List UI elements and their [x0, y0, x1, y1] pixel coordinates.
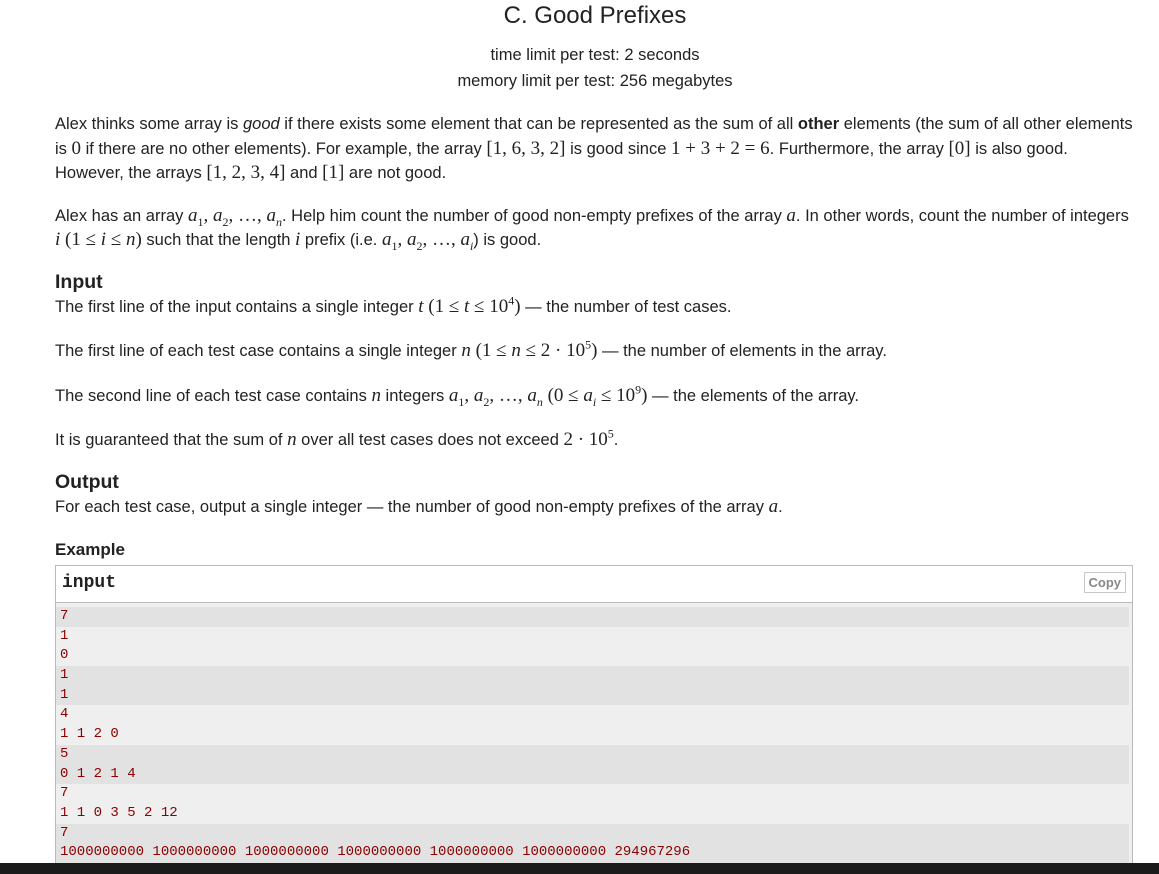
input-specification	[55, 269, 1135, 453]
example-input-header	[56, 566, 1132, 603]
input-paragraph-1: The first line of the input contains a single integer t $(1 \le t \le 10^4)$ — the number of test cases.	[55, 293, 732, 317]
example-title: Example	[55, 540, 125, 559]
input-paragraph-4: It is guaranteed that the sum of n over all test cases does not exceed $2 \cdot 10^5$.	[55, 426, 619, 450]
output-specification	[55, 469, 1135, 520]
example-line: 7	[56, 824, 1129, 844]
example-line: 0 1 2 1 4	[56, 765, 1129, 785]
legend-paragraph-2: Alex has an array $a_1$, $a_2$, …, $a_n$. Help him count the number of good non-empty prefixes of the array a. In other words, count the number of integers i (1 ≤ i ≤ n) such that the length i prefix (i.e. $a_1$, $a_2$, …, $a_i$) is good.	[55, 204, 1129, 253]
taskbar-strip	[0, 863, 1159, 874]
input-paragraph-3: The second line of each test case contains n integers $a_1$, $a_2$, …, $a_n$ $(0 \le a_i \le 10^9)$ — the elements of the array.	[55, 382, 859, 409]
legend-paragraph-1: Alex thinks some array is good if there exists some element that can be represented as the sum of all other elements (the sum of all other elements is 0 if there are no other elements). For example, the array [1, 6, 3, 2] is good since 1 + 3 + 2 = 6. Furthermore, the array [0] is also good. However, the arrays [1, 2, 3, 4] and [1] are not good.	[55, 115, 1133, 183]
input-title: Input	[55, 270, 103, 293]
output-title: Output	[55, 470, 119, 493]
example-line: 1000000000 1000000000 1000000000 1000000000 1000000000 1000000000 294967296	[56, 843, 1129, 863]
copy-button[interactable]: Copy	[1084, 572, 1127, 593]
example-line: 1	[56, 686, 1129, 706]
input-paragraph-2: The first line of each test case contains a single integer n $(1 \le n \le 2 \cdot 10^5)$ — the number of elements in the array.	[55, 337, 887, 361]
example-line: 5	[56, 745, 1129, 765]
problem-title: C. Good Prefixes	[503, 2, 687, 29]
problem-limits	[55, 42, 1135, 94]
example-line: 0	[56, 646, 1129, 666]
example-line: 7	[56, 784, 1129, 804]
time-limit: time limit per test: 2 seconds	[490, 46, 700, 64]
example-line: 7	[56, 607, 1129, 627]
example-line: 4	[56, 705, 1129, 725]
problem-statement	[55, 0, 1135, 561]
legend	[55, 112, 1135, 253]
example-input-label: input	[62, 573, 117, 593]
memory-limit: memory limit per test: 256 megabytes	[457, 72, 733, 90]
example-line: 1	[56, 627, 1129, 647]
example-line: 1 1 2 0	[56, 725, 1129, 745]
example-line: 1	[56, 666, 1129, 686]
example-input-lines	[56, 603, 1129, 863]
output-paragraph-1: For each test case, output a single integer — the number of good non-empty prefixes of the array a.	[55, 495, 783, 517]
example-line: 1 1 0 3 5 2 12	[56, 804, 1129, 824]
example-input-box	[55, 565, 1133, 874]
